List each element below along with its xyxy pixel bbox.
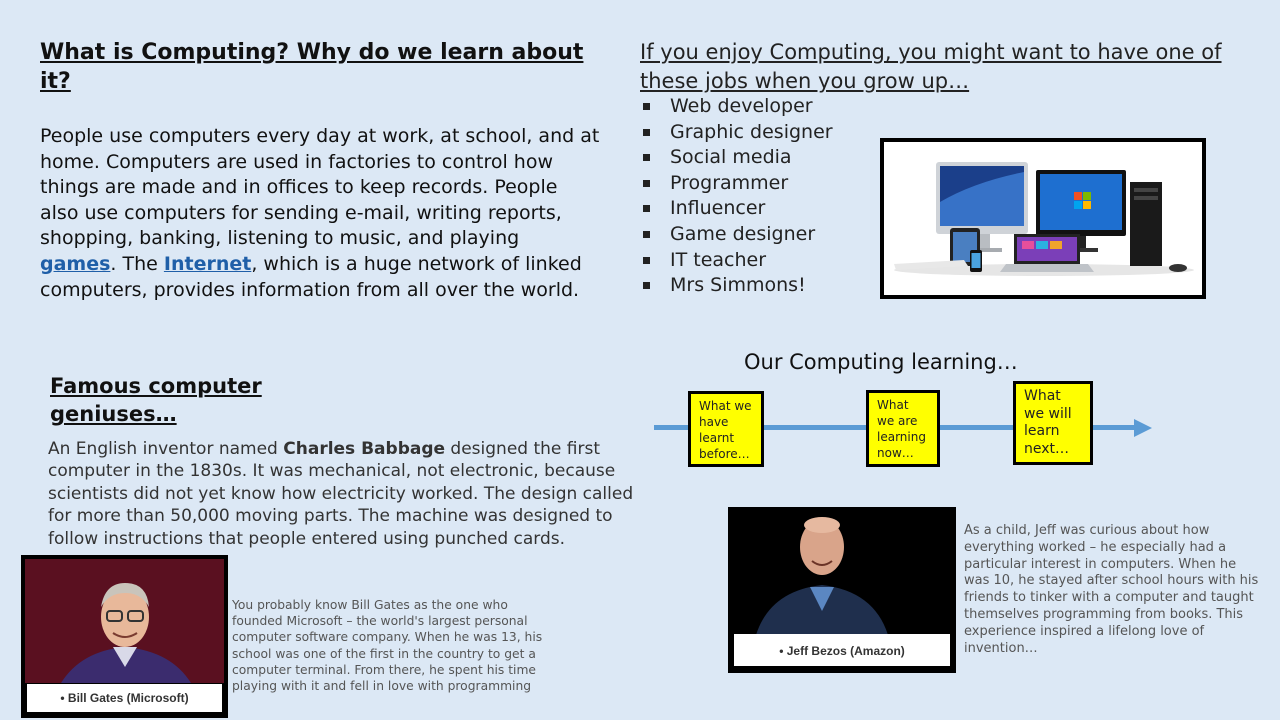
jeff-bezos-text: As a child, Jeff was curious about how everything worked – he especially had a particular interest in computers. When he was 10, he stayed after school hours with his friends to tinker with a computer and taught themselves programming from books. This experience inspired a lifelong love of invention… (964, 523, 1259, 656)
square-bullet-icon (643, 129, 650, 136)
sticky-note-next: What we will learn next… (1013, 381, 1093, 465)
list-item: Game designer (640, 222, 833, 248)
list-item: IT teacher (640, 248, 833, 274)
jeff-bezos-photo (728, 507, 956, 673)
jobs-list (640, 94, 833, 299)
jobs-heading: If you enjoy Computing, you might want to have one of these jobs when you grow up… (640, 40, 1222, 93)
bill-gates-photo (21, 555, 228, 718)
internet-link[interactable]: Internet (163, 252, 252, 275)
list-item: Web developer (640, 94, 833, 120)
square-bullet-icon (643, 205, 650, 212)
square-bullet-icon (643, 103, 650, 110)
list-item: Mrs Simmons! (640, 273, 833, 299)
learning-heading: Our Computing learning… (744, 350, 1018, 374)
bill-gates-text: You probably know Bill Gates as the one who founded Microsoft – the world's largest personal computer software company. When he was 13, his school was one of the first in the country to get a computer terminal. From there, he spent his time playing with it and fell in love with programming (232, 598, 543, 694)
list-item: Graphic designer (640, 120, 833, 146)
square-bullet-icon (643, 180, 650, 187)
list-item: Social media (640, 145, 833, 171)
games-link[interactable]: games (40, 252, 111, 275)
computers-illustration (884, 142, 1202, 295)
bill-gates-caption: • Bill Gates (Microsoft) (27, 684, 222, 712)
computing-intro: People use computers every day at work, at school, and at home. Computers are used in factories to control how things are made and in offices to keep records. People also use computers for sending e-mail, writing reports, shopping, banking, listening to music, and playing games. The Internet, which is a huge network of linked computers, provides information from all over the world. (40, 125, 600, 301)
arrow-right-icon (1134, 419, 1152, 437)
square-bullet-icon (643, 282, 650, 289)
square-bullet-icon (643, 154, 650, 161)
sticky-note-now: What we are learning now… (866, 390, 940, 467)
computing-heading: What is Computing? Why do we learn about it? (40, 40, 584, 94)
square-bullet-icon (643, 231, 650, 238)
tower-icon (1130, 182, 1162, 266)
babbage-paragraph: An English inventor named Charles Babbage designed the first computer in the 1830s. It was mechanical, not electronic, because scientists did not yet know how electricity worked. The design called for more than 50,000 moving parts. The machine was designed to follow instructions that people entered using punched cards. (48, 439, 634, 549)
list-item: Influencer (640, 196, 833, 222)
mouse-icon (1169, 264, 1187, 272)
square-bullet-icon (643, 257, 650, 264)
computers-image (880, 138, 1206, 299)
jeff-bezos-caption: • Jeff Bezos (Amazon) (734, 634, 950, 666)
famous-heading: Famous computer geniuses… (50, 374, 262, 426)
list-item: Programmer (640, 171, 833, 197)
sticky-note-before: What we have learnt before… (688, 391, 764, 467)
